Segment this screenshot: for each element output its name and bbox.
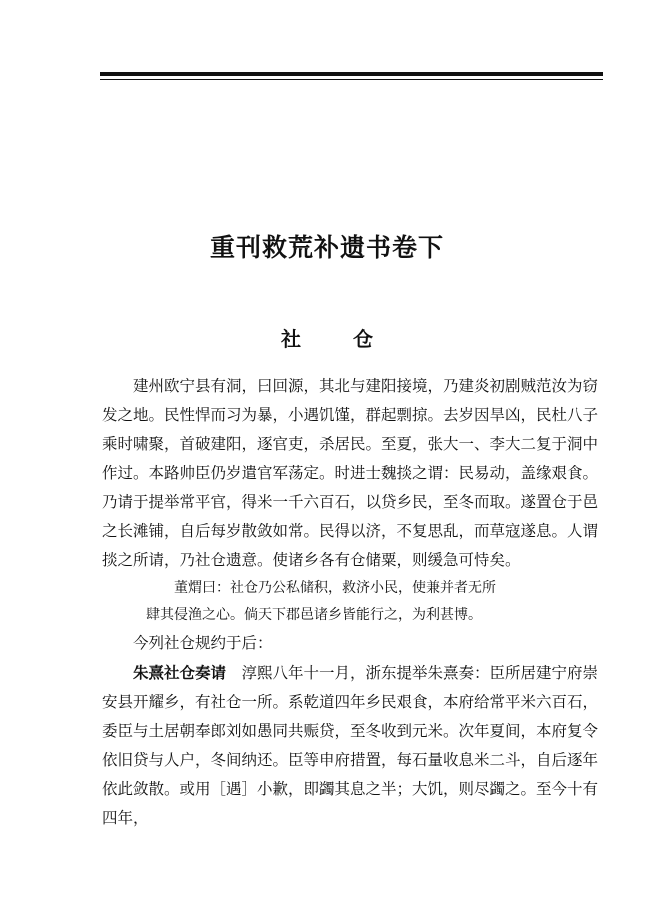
section-char-1: 社 — [281, 327, 301, 351]
zhuxi-heading: 朱熹社仓奏请 — [133, 663, 227, 682]
paragraph-2 — [102, 658, 608, 833]
top-rule-thick — [100, 72, 603, 76]
page-title: 重刊救荒补遗书卷下 — [209, 233, 444, 262]
top-rule-thin — [100, 79, 603, 80]
commentary-note: 董煟曰：社仓乃公私储积，救济小民，使兼并者无所 — [174, 580, 496, 596]
paragraph-2-text: 淳熙八年十一月，浙东提举朱熹奏：臣所居建宁府崇安县开耀乡，有社仓一所。系乾道四年乡民艰食，本府给常平米六百石，委臣与土居朝奉郎刘如愚同共赈贷，至冬收到元米。次年夏间，本府复令依旧贷与人户，冬间纳还。臣等申府措置，每石量收息米二斗，自后逐年依此敛散。或用［遇］小歉，即蠲其息之半；大饥，则尽蠲之。至今十有四年， — [102, 664, 599, 827]
section-char-2: 仓 — [353, 327, 373, 351]
intro-line: 今列社仓规约于后： — [133, 634, 273, 652]
body-text — [102, 372, 608, 833]
paragraph-1: 建州欧宁县有洞，曰回源，其北与建阳接境，乃建炎初剧贼范汝为窃发之地。民性悍而习为暴，小遇饥馑，群起剽掠。去岁因旱凶，民杜八子乘时啸聚，首破建阳，逐官吏，杀居民。至夏，张大一、李大二复于洞中作过。本路帅臣仍岁遣官军荡定。时进士魏掞之谓：民易动，盖缘艰食。乃请于提举常平官，得米一千六百石，以贷乡民，至冬而取。遂置仓于邑之长滩铺，自后每岁散敛如常。民得以济，不复思乱，而草寇遂息。人谓掞之所请，乃社仓遗意。使诸乡各有仓储粟，则缓急可恃矣。 — [102, 377, 599, 569]
section-heading — [0, 323, 654, 352]
commentary-note-line2: 肆其侵渔之心。倘天下郡邑诸乡皆能行之，为利甚博。 — [146, 607, 482, 623]
